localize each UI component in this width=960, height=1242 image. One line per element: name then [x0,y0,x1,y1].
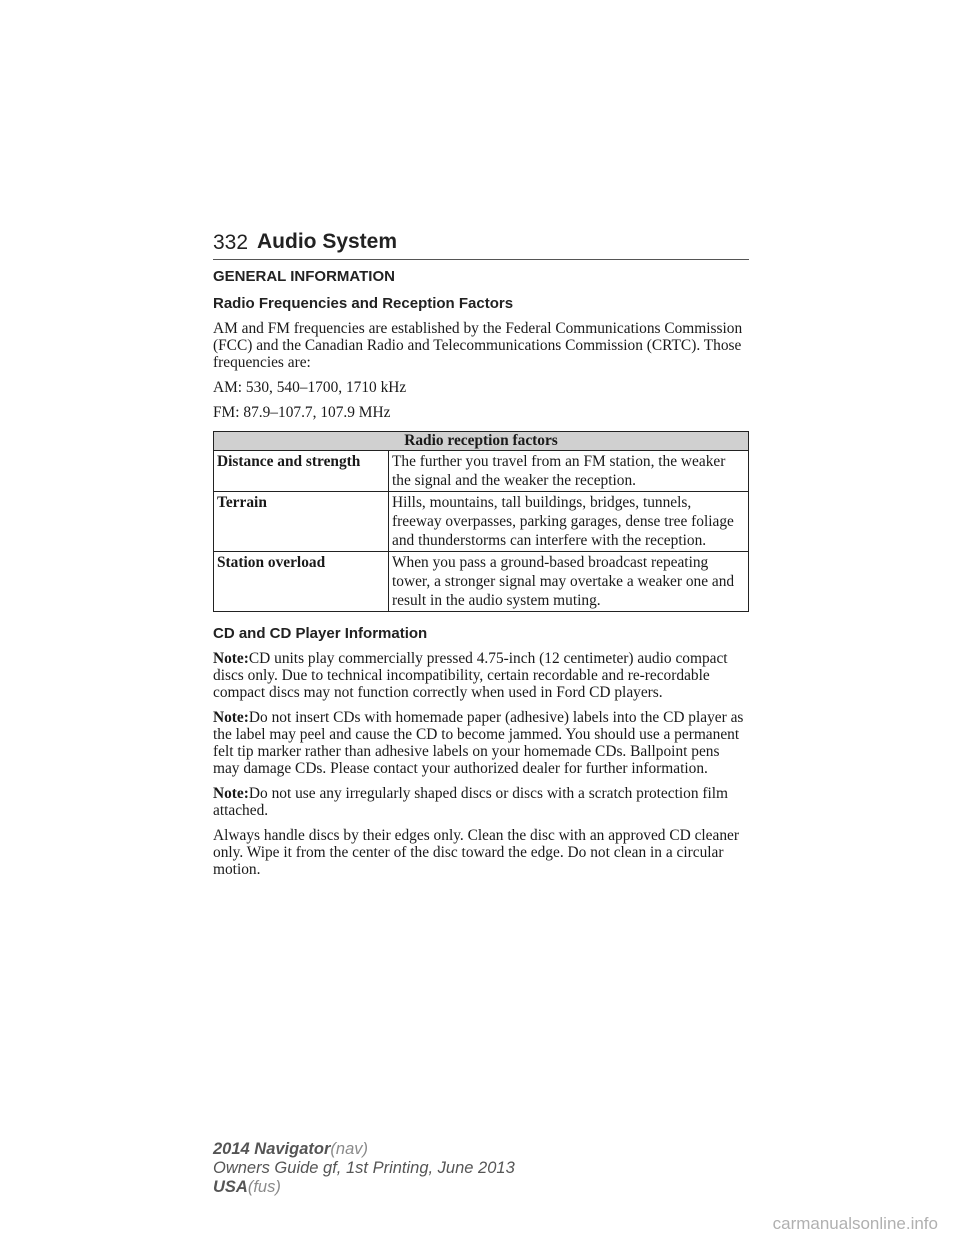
reception-factors-table [213,431,749,612]
footer-line-2: Owners Guide gf, 1st Printing, June 2013 [213,1159,515,1177]
watermark: carmanualsonline.info [772,1214,938,1233]
footer-market-code: (fus) [247,1178,281,1196]
note-paragraph-2 [213,709,749,777]
note-text: CD units play commercially pressed 4.75-inch (12 centimeter) audio compact discs only. Due to technical incompatibility, certain recordable and re-recordable compact discs may not function correctly when used in Ford CD players. [213,650,728,701]
note-paragraph-3 [213,785,749,819]
radio-intro-paragraph: AM and FM frequencies are established by the Federal Communications Commission (FCC) and the Canadian Radio and Telecommunications Commission (CRTC). Those frequencies are: [213,320,743,371]
note-label: Note: [213,709,249,726]
footer-model-code: (nav) [330,1140,368,1158]
page-header [213,229,749,260]
reception-factors-table-title: Radio reception factors [214,432,749,451]
factor-label: Terrain [214,492,389,552]
factor-description: Hills, mountains, tall buildings, bridges, tunnels, freeway overpasses, parking garages, dense tree foliage and thunderstorms can interfere with the reception. [389,492,749,552]
general-information-heading: GENERAL INFORMATION [213,268,395,285]
note-label: Note: [213,785,249,802]
section-title: Audio System [257,230,398,253]
note-paragraph-1 [213,650,749,701]
factor-label: Distance and strength [214,451,389,492]
radio-frequencies-heading: Radio Frequencies and Reception Factors [213,295,514,312]
note-text: Do not insert CDs with homemade paper (adhesive) labels into the CD player as the label may peel and cause the CD to become jammed. You should use a permanent felt tip marker rather than adhesive labels on your homemade CDs. Ballpoint pens may damage CDs. Please contact your authorized dealer for further information. [213,709,744,777]
note-text: Do not use any irregularly shaped discs or discs with a scratch protection film attached. [213,785,729,819]
table-row [214,492,749,552]
page-content [213,268,749,886]
footer-model: 2014 Navigator [213,1140,331,1158]
table-row [214,552,749,612]
factor-description: When you pass a ground-based broadcast repeating tower, a stronger signal may overtake a weaker one and result in the audio system muting. [389,552,749,612]
factor-label: Station overload [214,552,389,612]
factor-description: The further you travel from an FM station, the weaker the signal and the weaker the reception. [389,451,749,492]
fm-frequencies: FM: 87.9–107.7, 107.9 MHz [213,404,391,421]
footer-line-1 [213,1140,515,1159]
disc-handling-paragraph: Always handle discs by their edges only. Clean the disc with an approved CD cleaner only. Wipe it from the center of the disc toward the edge. Do not clean in a circular motion. [213,827,739,878]
table-row [214,451,749,492]
cd-information-heading: CD and CD Player Information [213,625,428,642]
page-number: 332 [213,231,249,254]
footer-line-3 [213,1178,515,1197]
footer-market: USA [213,1178,248,1196]
am-frequencies: AM: 530, 540–1700, 1710 kHz [213,379,407,396]
note-label: Note: [213,650,249,667]
document-footer [213,1140,515,1197]
